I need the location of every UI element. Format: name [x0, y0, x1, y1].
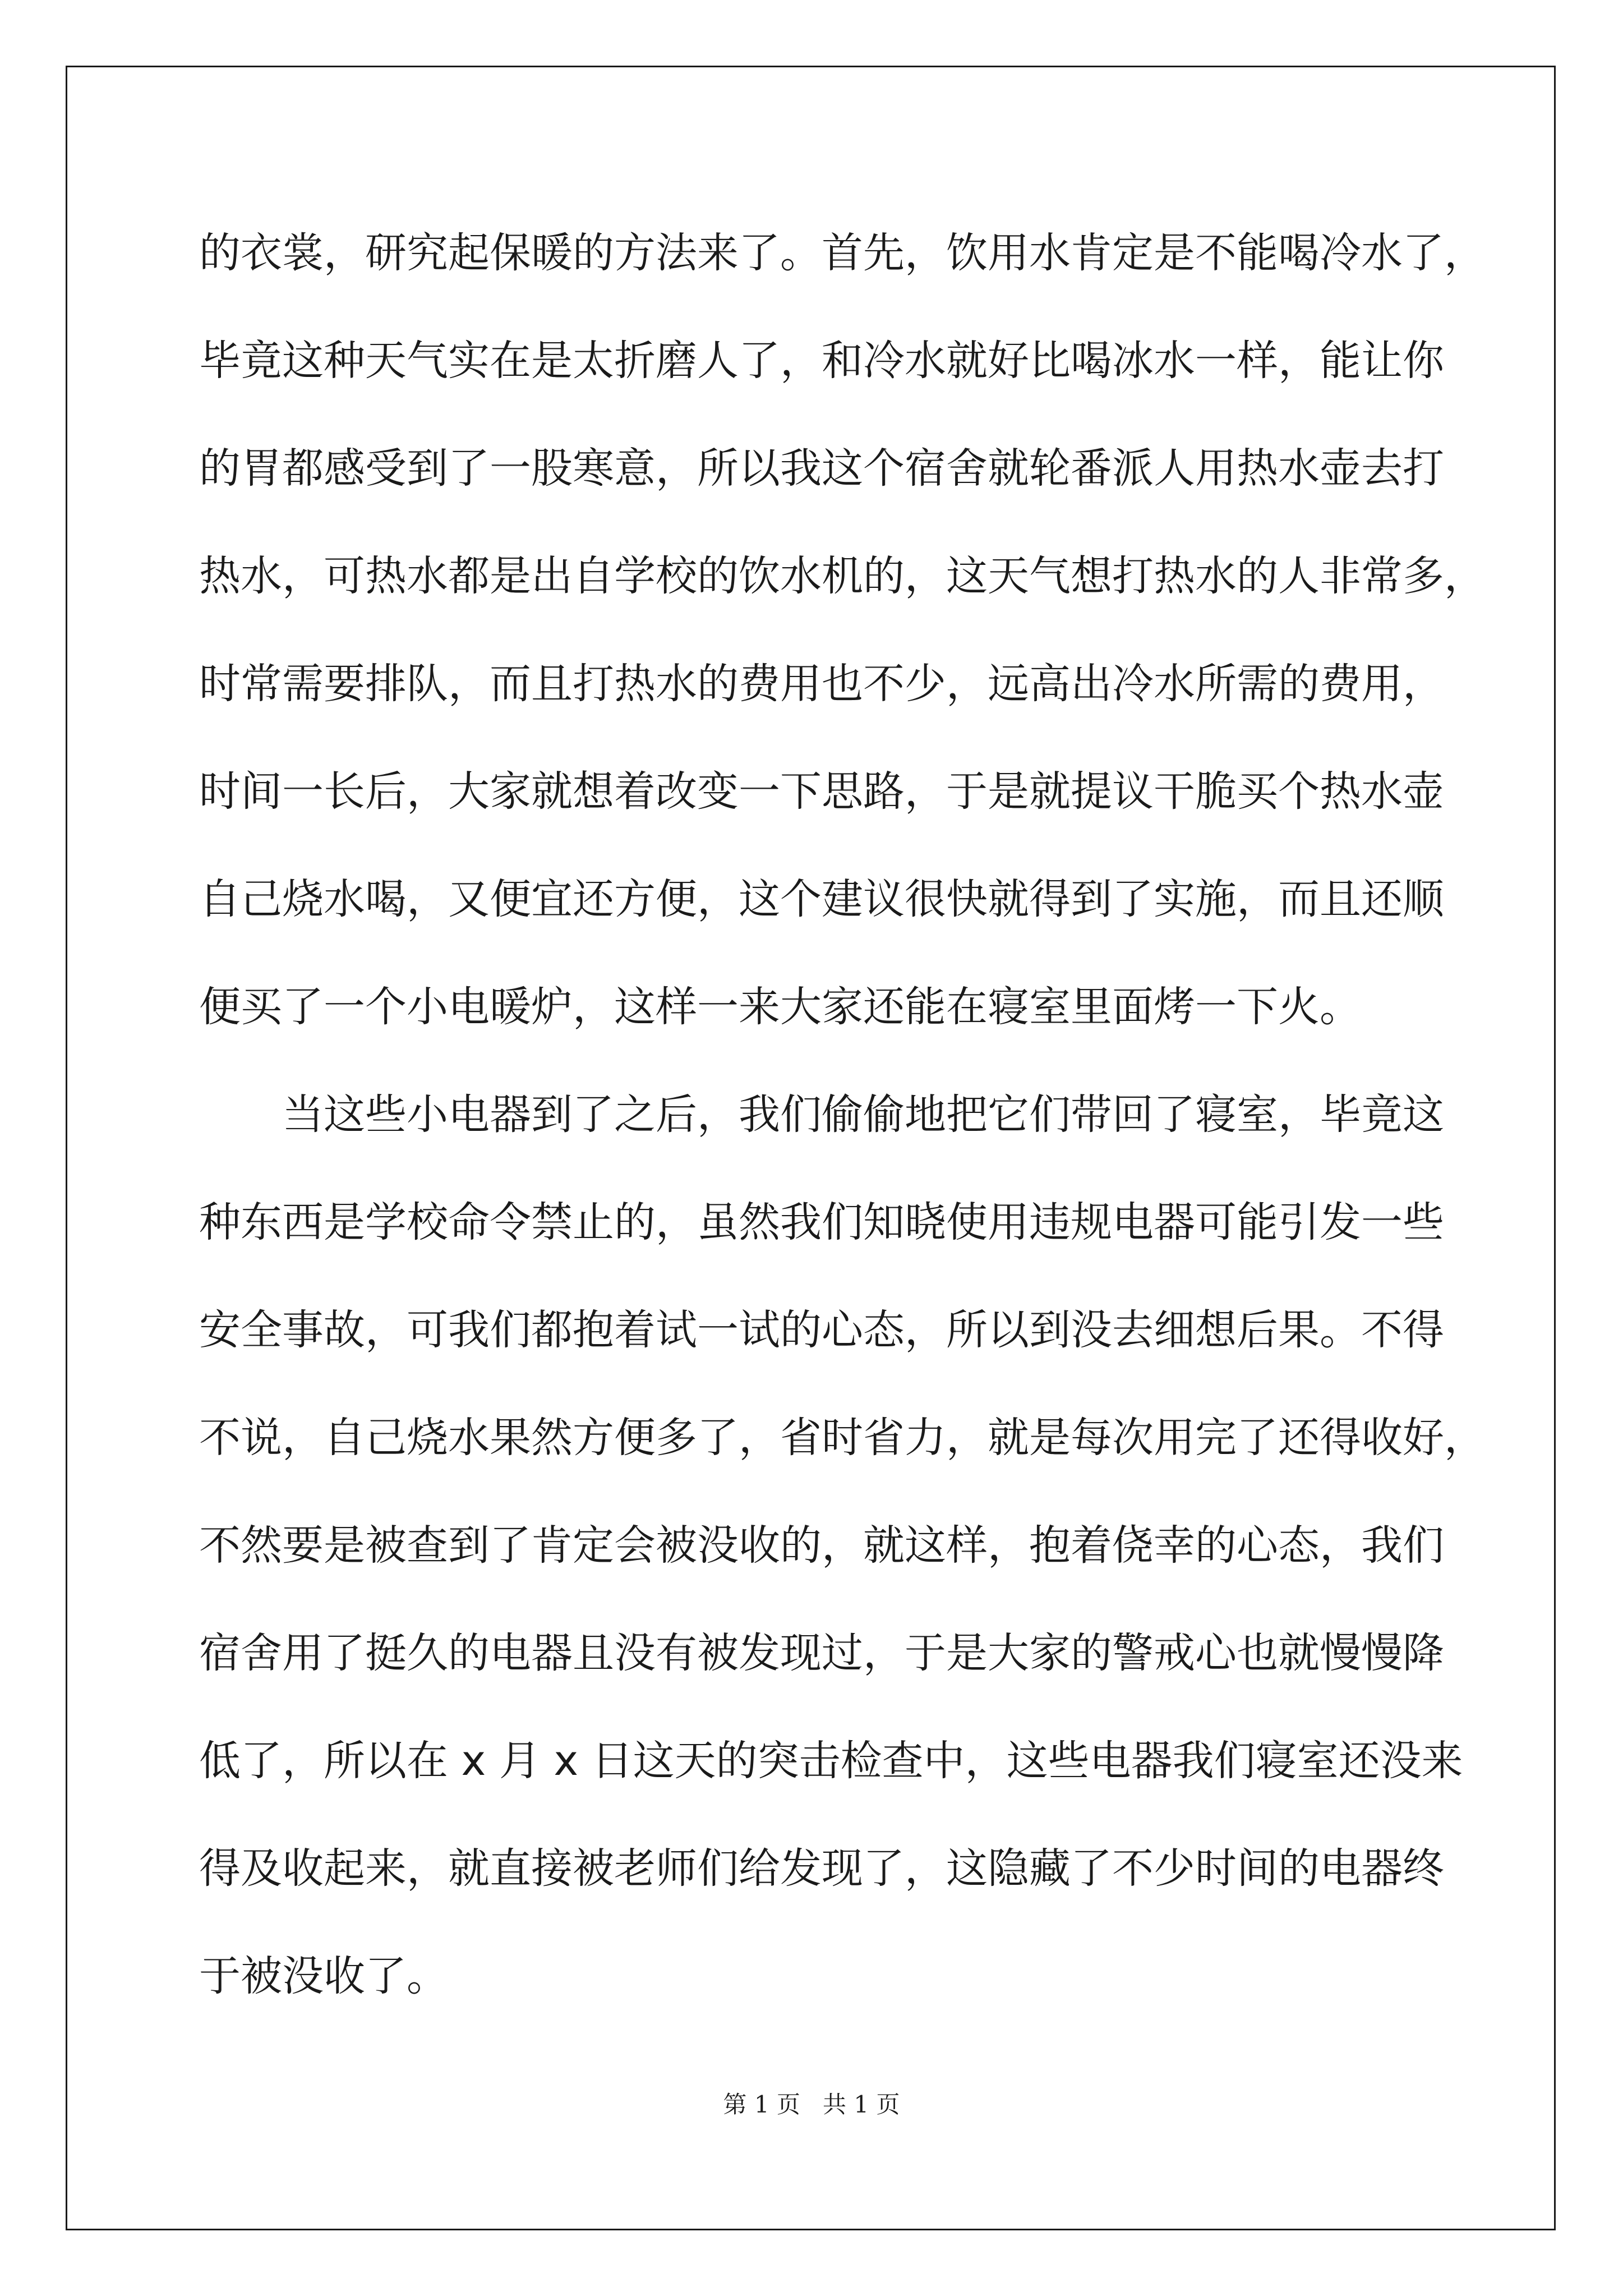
text-line: 便买了一个小电暖炉，这样一来大家还能在寝室里面烤一下火。 — [199, 983, 1361, 1031]
text-line: 得及收起来，就直接被老师们给发现了，这隐藏了不少时间的电器终 — [199, 1844, 1444, 1893]
text-line: 毕竟这种天气实在是太折磨人了，和冷水就好比喝冰水一样，能让你 — [199, 337, 1444, 385]
text-line: 不然要是被查到了肯定会被没收的，就这样，抱着侥幸的心态，我们 — [199, 1521, 1444, 1570]
text-line: 宿舍用了挺久的电器且没有被发现过，于是大家的警戒心也就慢慢降 — [199, 1629, 1444, 1677]
text-line: 种东西是学校命令禁止的，虽然我们知晓使用违规电器可能引发一些 — [199, 1198, 1444, 1246]
text-line: 时间一长后，大家就想着改变一下思路，于是就提议干脆买个热水壶 — [199, 767, 1444, 816]
text-line: 不说，自己烧水果然方便多了，省时省力，就是每次用完了还得收好， — [199, 1414, 1486, 1462]
text-line: 安全事故，可我们都抱着试一试的心态，所以到没去细想后果。不得 — [199, 1306, 1444, 1354]
page-number: 第 1 页 共 1 页 — [723, 2091, 900, 2118]
text-line: 热水，可热水都是出自学校的饮水机的，这天气想打热水的人非常多， — [199, 552, 1486, 600]
paragraph-first-line: 当这些小电器到了之后，我们偷偷地把它们带回了寝室，毕竟这 — [282, 1091, 1444, 1139]
page-footer — [0, 2088, 1623, 2122]
text-line: 的衣裳，研究起保暖的方法来了。首先，饮用水肯定是不能喝冷水了， — [199, 229, 1486, 277]
text-line: 自己烧水喝，又便宜还方便，这个建议很快就得到了实施，而且还顺 — [199, 875, 1444, 923]
text-line: 时常需要排队，而且打热水的费用也不少，远高出冷水所需的费用， — [199, 660, 1444, 708]
text-line: 低了，所以在 x 月 x 日这天的突击检查中，这些电器我们寝室还没来 — [199, 1737, 1463, 1785]
text-line: 于被没收了。 — [199, 1952, 448, 2000]
text-line: 的胃都感受到了一股寒意，所以我这个宿舍就轮番派人用热水壶去打 — [199, 444, 1444, 493]
document-body — [199, 199, 1486, 2030]
